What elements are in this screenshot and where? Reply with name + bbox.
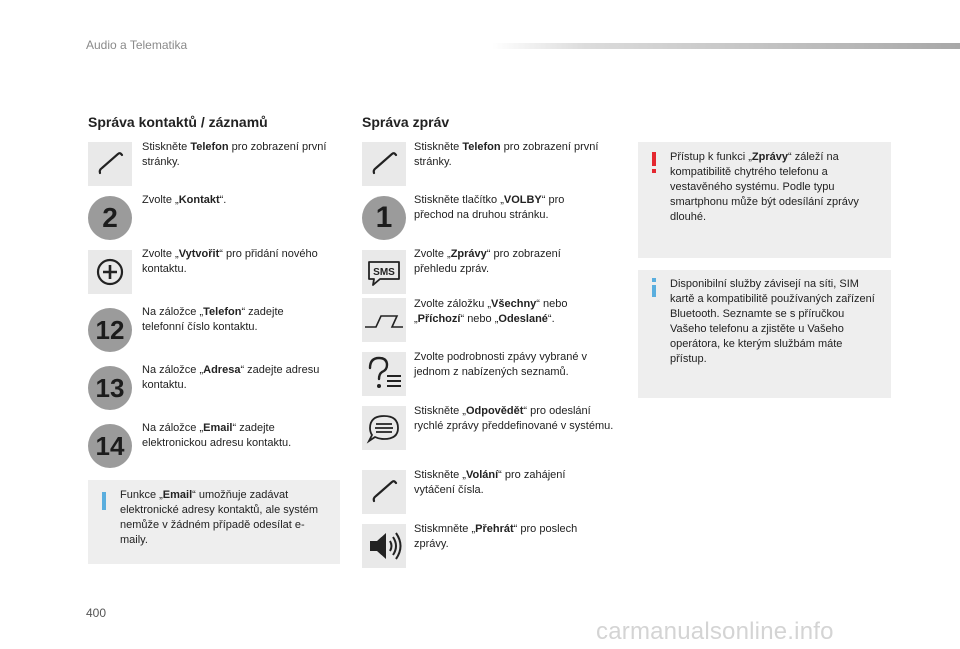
warning-box: [638, 142, 891, 258]
warning-text: Přístup k funkci „Zprávy“ záleží na kompatibilitě chytrého telefonu a vestavěného systému. Podle typu smartphonu může být odesílání zprávy dlouhé.: [670, 151, 859, 223]
step-number-badge: 12: [88, 308, 132, 352]
tab-icon: [362, 298, 406, 342]
plus-circle-icon: [88, 250, 132, 294]
phone-handset-icon: [362, 470, 406, 514]
step-text: Na záložce „Adresa“ zadejte adresu kontaktu.: [142, 364, 320, 391]
svg-text:SMS: SMS: [373, 267, 395, 278]
step-text: Zvolte „Vytvořit“ pro přidání nového kontaktu.: [142, 248, 318, 275]
step-text: Zvolte podrobnosti zpávy vybrané v jednom z nabízených seznamů.: [414, 351, 588, 378]
warning-marker-dot: [652, 169, 656, 173]
step-text: Stiskněte „Odpovědět“ pro odeslání rychlé zprávy předdefinované v systému.: [414, 405, 614, 432]
info-text: Disponibilní služby závisejí na síti, SIM kartě a kompatibilitě používaných zařízení Bluetooth. Seznamte se s příručkou Vašeho telefonu a zjistěte u Vašeho operátora, ke kterým službám máte přístup.: [670, 278, 875, 365]
info-marker-dot: [652, 278, 656, 282]
reply-bubble-icon: [362, 406, 406, 450]
step-text: Zvolte „Zprávy“ pro zobrazení přehledu zpráv.: [414, 248, 561, 275]
step-number-badge: 1: [362, 196, 406, 240]
page-number: 400: [86, 606, 107, 620]
step-text: Zvolte záložku „Všechny“ nebo „Příchozí“ nebo „Odeslané“.: [414, 298, 568, 325]
watermark: carmanualsonline.info: [596, 618, 834, 645]
step-text: Stiskněte Telefon pro zobrazení první stránky.: [142, 141, 327, 168]
step-number-badge: 13: [88, 366, 132, 410]
phone-handset-icon: [362, 142, 406, 186]
warning-marker-icon: [652, 152, 656, 166]
step-text: Stiskmněte „Přehrát“ pro poslech zprávy.: [414, 523, 578, 550]
step-text: Na záložce „Email“ zadejte elektronickou adresu kontaktu.: [142, 422, 292, 449]
step-text: Zvolte „Kontakt“.: [142, 194, 227, 206]
step-number-badge: 2: [88, 196, 132, 240]
section-title-contacts: Správa kontaktů / záznamů: [88, 114, 268, 130]
info-text: Funkce „Email“ umožňuje zadávat elektronické adresy kontaktů, ale systém nemůže v žádném případě odesílat e-maily.: [120, 489, 319, 546]
step-text: Stiskněte Telefon pro zobrazení první stránky.: [414, 141, 599, 168]
info-marker-icon: [102, 492, 106, 510]
info-box: [638, 270, 891, 398]
phone-handset-icon: [88, 142, 132, 186]
step-text: Stiskněte „Volání“ pro zahájení vytáčení čísla.: [414, 469, 566, 496]
info-marker-icon: [652, 285, 656, 297]
step-text: Stiskněte tlačítko „VOLBY“ pro přechod na druhou stránku.: [414, 194, 565, 221]
section-title-messages: Správa zpráv: [362, 114, 450, 130]
message-details-icon: [362, 352, 406, 396]
info-box: [88, 480, 340, 564]
header-gradient-bar: [492, 43, 960, 49]
speaker-icon: [362, 524, 406, 568]
step-text: Na záložce „Telefon“ zadejte telefonní číslo kontaktu.: [142, 306, 284, 333]
step-number-badge: 14: [88, 424, 132, 468]
sms-icon: [362, 250, 406, 294]
running-header: Audio a Telematika: [86, 38, 188, 52]
